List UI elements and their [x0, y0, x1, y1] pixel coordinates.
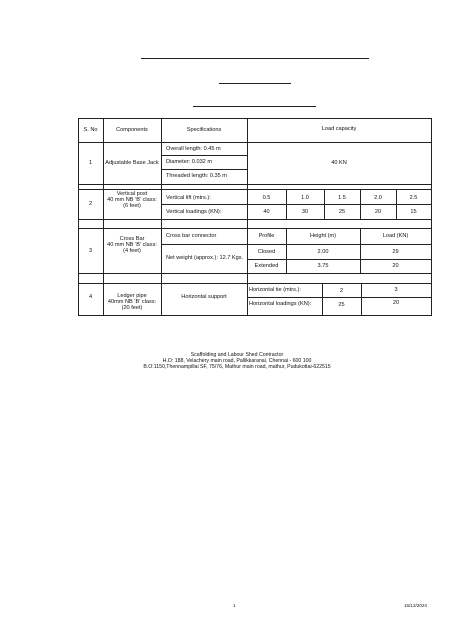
row1-spec-threaded-length: Threaded length: 0.35 m: [166, 173, 227, 179]
row4-mid-line: [247, 297, 432, 298]
row2-load-value: 30: [301, 209, 309, 215]
row3-closed-load: 29: [392, 249, 399, 255]
row3-component-line3: (4 feet): [123, 248, 141, 254]
row2-sno: 2: [88, 201, 93, 207]
row3-header-height: Height (m): [309, 233, 337, 239]
row3-component-line1: Cross Bar: [119, 236, 145, 242]
row4-tie-value: 2: [339, 288, 344, 294]
table-border-right: [431, 118, 432, 315]
row3-sno: 3: [88, 248, 93, 254]
header-components: Components: [116, 127, 148, 133]
footer-date: 16/12/2024: [404, 603, 427, 608]
row3-component-line2: 40 mm NB ‘B’ class:: [107, 242, 157, 248]
header-rule-1: [141, 58, 369, 59]
footer-company-line: Scaffolding and Labour Shed Contractor: [190, 352, 284, 358]
row1-component: Adjustable Base Jack: [105, 160, 159, 166]
footer-branch-office: B.O:1150,Thennampillai SF, 75/76, Mathur main road, mathur, Pudukottai-622515: [143, 364, 331, 370]
row3-top-line: [78, 228, 432, 229]
row4-tie-value: 3: [394, 287, 398, 293]
row1-spec-diameter: Diameter: 0.032 m: [166, 159, 213, 165]
footer-head-office: H.O: 188, Velachery main road, Pallikkaranai, Chennai - 600 100: [162, 358, 312, 364]
row2-load-value: 25: [338, 209, 346, 215]
row2-lift-label: Vertical lift (mtrs.):: [166, 195, 211, 201]
col-divider-specs: [247, 118, 248, 315]
row1-load: 40 KN: [331, 160, 347, 166]
row4-top-line: [78, 283, 432, 284]
row1-spec-line-1: [161, 155, 247, 156]
row2-component-line2: 40 mm NB ‘B’ class:: [107, 197, 157, 203]
row2-lift-value: 2.5: [409, 195, 418, 201]
row4-load-value: 25: [338, 302, 345, 308]
row1-spec-line-2: [161, 169, 247, 170]
row4-spec: Horizontal support: [181, 294, 227, 300]
row4-tie-label: Horizontal tie (mtrs.):: [249, 287, 301, 293]
row2-load-label: Vertical loadings (KN):: [166, 209, 222, 215]
header-load-capacity: Load capacity: [321, 126, 357, 132]
row3-bottom-line: [78, 273, 432, 274]
row1-sno: 1: [88, 160, 93, 166]
row3-extended-height: 3.75: [317, 263, 329, 269]
row4-load-value: 20: [392, 300, 400, 306]
row3-extended-load: 20: [392, 263, 399, 269]
row3-closed-label: Closed: [257, 249, 276, 255]
table-border-bottom: [78, 315, 432, 316]
row3-header-load: Load (KN): [382, 233, 409, 239]
row3-subtable-line-1: [247, 244, 432, 245]
header-bottom-line: [78, 142, 432, 143]
col-divider-components: [161, 118, 162, 315]
row2-mid-line: [161, 204, 432, 205]
row3-extended-label: Extended: [254, 263, 279, 269]
row2-bottom-line: [78, 219, 432, 220]
row2-component-line3: (6 feet): [123, 203, 141, 209]
row2-lift-value: 1.0: [301, 195, 309, 201]
row2-component-line1: Vertical post: [116, 191, 148, 197]
row4-component-line3: (20 feet): [121, 305, 143, 311]
row1-spec-overall-length: Overall length: 0.45 m: [166, 146, 221, 152]
header-rule-2: [219, 83, 291, 84]
row2-top-line: [78, 189, 432, 190]
col-divider-sno: [103, 118, 104, 315]
row3-spec-connector: Cross bar connector: [166, 233, 217, 239]
row2-lift-value: 1.5: [338, 195, 346, 201]
table-border-top: [78, 118, 432, 119]
row2-load-value: 15: [410, 209, 417, 215]
header-specifications: Specifications: [186, 127, 222, 133]
table-border-left: [78, 118, 79, 315]
header-sno: S. No: [83, 127, 98, 133]
row3-spec-line: [161, 244, 247, 245]
row2-lift-value: 0.5: [262, 195, 271, 201]
row3-subtable-line-2: [247, 259, 432, 260]
row4-load-label: Horizontal loadings (KN):: [249, 301, 312, 307]
row3-spec-net-weight: Net weight (approx.): 12.7 Kgs.: [166, 255, 244, 261]
header-rule-3: [193, 106, 316, 107]
row3-closed-height: 2.00: [317, 249, 329, 255]
row4-component-line2: 40mm NB ‘B’ class:: [107, 299, 157, 305]
row2-load-value: 40: [263, 209, 270, 215]
row2-lift-value: 2.0: [374, 195, 382, 201]
row1-bottom-line: [78, 184, 432, 185]
row2-load-value: 20: [374, 209, 382, 215]
row4-sno: 4: [88, 294, 93, 300]
page-number: 1: [233, 603, 236, 608]
row3-header-profile: Profile: [258, 233, 275, 239]
row4-component-line1: Ledger pipe: [117, 293, 147, 299]
